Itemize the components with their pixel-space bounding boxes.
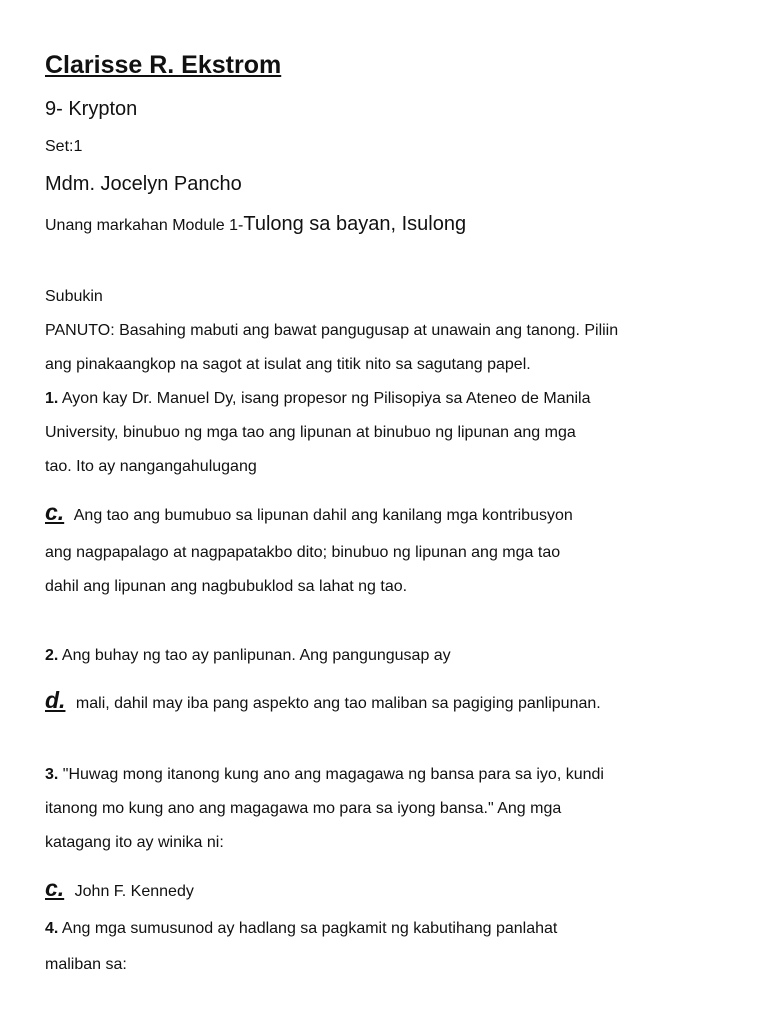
question-1-line-1 — [45, 389, 591, 409]
answer-letter: d. — [45, 687, 66, 713]
question-number: 4. — [45, 920, 59, 937]
answer-text: mali, dahil may iba pang aspekto ang tao maliban sa pagiging panlipunan. — [75, 695, 601, 712]
answer-letter: c. — [45, 499, 65, 525]
question-1-line-3: tao. Ito ay nangangahulugang — [45, 458, 257, 475]
question-3-line-1 — [45, 765, 604, 785]
question-text: Ayon kay Dr. Manuel Dy, isang propesor ng Pilisopiya sa Ateneo de Manila — [61, 390, 591, 407]
question-3-line-2: itanong mo kung ano ang magagawa mo para sa iyong bansa." Ang mga — [45, 800, 562, 817]
teacher-name: Mdm. Jocelyn Pancho — [45, 173, 242, 195]
question-2-line-1 — [45, 646, 451, 666]
question-number: 1. — [45, 390, 59, 407]
question-4-line-1 — [45, 919, 557, 939]
section-label: 9- Krypton — [45, 98, 138, 120]
question-text: Ang buhay ng tao ay panlipunan. Ang pangungusap ay — [61, 647, 451, 664]
answer-2-line-1 — [45, 687, 601, 714]
answer-1-line-1 — [45, 499, 573, 526]
subukin-heading: Subukin — [45, 288, 103, 305]
question-number: 2. — [45, 647, 59, 664]
module-heading — [45, 214, 466, 236]
module-prefix: Unang markahan Module 1- — [45, 217, 244, 234]
question-text: Ang mga sumusunod ay hadlang sa pagkamit ng kabutihang panlahat — [61, 920, 558, 937]
question-4-line-2: maliban sa: — [45, 956, 127, 973]
question-text: "Huwag mong itanong kung ano ang magagawa ng bansa para sa iyo, kundi — [62, 766, 604, 783]
student-name: Clarisse R. Ekstrom — [45, 51, 282, 79]
panuto-line-2: ang pinakaangkop na sagot at isulat ang titik nito sa sagutang papel. — [45, 356, 531, 373]
answer-3-line-1 — [45, 875, 194, 902]
panuto-line-1: PANUTO: Basahing mabuti ang bawat pangugusap at unawain ang tanong. Piliin — [45, 322, 619, 339]
question-3-line-3: katagang ito ay winika ni: — [45, 834, 224, 851]
set-label: Set:1 — [45, 138, 83, 155]
question-1-line-2: University, binubuo ng mga tao ang lipunan at binubuo ng lipunan ang mga — [45, 424, 576, 441]
answer-text: Ang tao ang bumubuo sa lipunan dahil ang kanilang mga kontribusyon — [73, 507, 573, 524]
module-title: Tulong sa bayan, Isulong — [243, 213, 467, 235]
answer-letter: c. — [45, 875, 65, 901]
answer-1-line-3: dahil ang lipunan ang nagbubuklod sa lahat ng tao. — [45, 578, 408, 595]
answer-text: John F. Kennedy — [74, 883, 194, 900]
answer-1-line-2: ang nagpapalago at nagpapatakbo dito; binubuo ng lipunan ang mga tao — [45, 544, 561, 561]
question-number: 3. — [45, 766, 59, 783]
